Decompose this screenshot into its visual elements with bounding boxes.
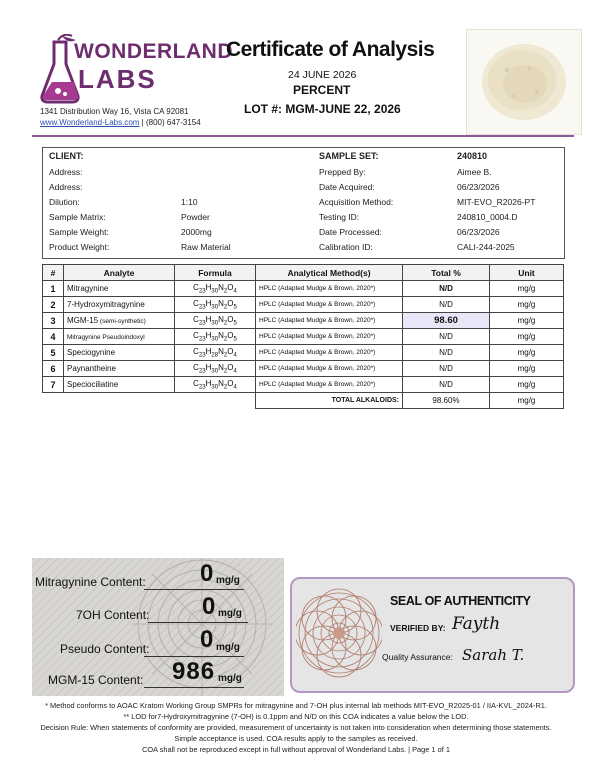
formula-element: H: [205, 378, 212, 388]
formula-count: 2: [223, 336, 228, 343]
col-header-total: Total %: [403, 265, 490, 281]
formula: [175, 313, 256, 329]
mgm15-content-rule: [144, 687, 244, 688]
row-number: 7: [43, 377, 64, 393]
formula-element: O: [227, 282, 234, 292]
analytical-method: HPLC (Adapted Mudge & Brown, 2020*): [256, 345, 403, 361]
dilution-label: Dilution:: [49, 197, 80, 207]
prepped-by-label: Prepped By:: [319, 167, 366, 177]
unit: mg/g: [490, 345, 564, 361]
formula-count: 5: [233, 320, 237, 327]
formula-element: N: [218, 298, 224, 308]
formula-element: O: [227, 298, 234, 308]
footer-acceptance-note: Simple acceptance is used. COA results apply to the samples as received.: [174, 734, 418, 743]
total-percent: N/D: [403, 377, 490, 393]
total-percent: N/D: [403, 361, 490, 377]
formula-count: 2: [223, 304, 228, 311]
analytical-method: HPLC (Adapted Mudge & Brown, 2020*): [256, 361, 403, 377]
total-alkaloids-unit: mg/g: [490, 393, 564, 409]
phone-number: (800) 647-3154: [145, 118, 201, 127]
acquisition-method-value: MIT-EVO_R2026-PT: [457, 197, 536, 207]
formula-element: H: [205, 282, 212, 292]
unit: mg/g: [490, 313, 564, 329]
rosette-seal-icon: [296, 581, 382, 685]
sample-set-value: 240810: [457, 151, 488, 161]
table-header-row: [43, 265, 564, 281]
footer-reproduction-note: COA shall not be reproduced except in full without approval of Wonderland Labs. | Page 1 of 1: [142, 745, 450, 754]
analyte-table-body: [43, 281, 564, 409]
formula: [175, 345, 256, 361]
total-percent: N/D: [403, 281, 490, 297]
client-label: CLIENT:: [49, 151, 84, 161]
logo-wordmark-top: WONDERLAND: [74, 40, 233, 63]
testing-id-value: 240810_0004.D: [457, 212, 518, 222]
mitragynine-content-rule: [144, 589, 244, 590]
row-number: 6: [43, 361, 64, 377]
formula-element: C: [193, 362, 199, 372]
company-contact: [40, 118, 201, 127]
sample-matrix-value: Powder: [181, 212, 210, 222]
mgm15-content-label: MGM-15 Content:: [48, 673, 144, 687]
pseudo-content-unit: mg/g: [216, 642, 240, 653]
sample-weight-value: 2000mg: [181, 227, 212, 237]
lot-number: LOT #: MGM-JUNE 22, 2026: [244, 102, 401, 116]
formula-element: H: [205, 298, 212, 308]
formula-count: 30: [211, 304, 219, 311]
7oh-content-rule: [148, 622, 248, 623]
sample-weight-label: Sample Weight:: [49, 227, 109, 237]
sample-info-box: [42, 147, 565, 259]
calibration-id-value: CALI-244-2025: [457, 242, 515, 252]
formula-element: O: [227, 314, 234, 324]
footer-method-note: * Method conforms to AOAC Kratom Working Group SMPRs for mitragynine and 7-OH plus internal lab methods MIT-EVO_R2025-01 / IIA-KVL_2024-R1.: [45, 701, 547, 710]
prepped-by-value: Aimee B.: [457, 167, 492, 177]
formula-element: C: [193, 378, 199, 388]
formula-element: N: [218, 346, 224, 356]
analyte-name: [64, 377, 175, 393]
col-header-number: #: [43, 265, 64, 281]
formula-element: N: [218, 330, 224, 340]
formula-count: 23: [198, 336, 206, 343]
row-number: 1: [43, 281, 64, 297]
col-header-analyte: Analyte: [64, 265, 175, 281]
total-alkaloids-value: 98.60%: [403, 393, 490, 409]
analyte-name: [64, 345, 175, 361]
formula: [175, 377, 256, 393]
company-address: 1341 Distribution Way 16, Vista CA 92081: [40, 107, 189, 116]
7oh-content-unit: mg/g: [218, 608, 242, 619]
quality-assurance-label: Quality Assurance:: [382, 652, 453, 662]
formula-count: 23: [198, 320, 206, 327]
analyte-name: [64, 361, 175, 377]
analyte-label: MGM-15: [67, 316, 99, 325]
formula-element: H: [205, 362, 212, 372]
analytical-method: HPLC (Adapted Mudge & Brown, 2020*): [256, 377, 403, 393]
unit: mg/g: [490, 329, 564, 345]
table-row: [43, 345, 564, 361]
formula-count: 2: [223, 384, 228, 391]
analytical-method: HPLC (Adapted Mudge & Brown, 2020*): [256, 329, 403, 345]
pseudo-content-value: 0: [200, 626, 214, 653]
unit: mg/g: [490, 361, 564, 377]
table-row: [43, 329, 564, 345]
table-row: [43, 281, 564, 297]
date-processed-label: Date Processed:: [319, 227, 382, 237]
row-number: 5: [43, 345, 64, 361]
report-basis: PERCENT: [293, 83, 351, 97]
formula-count: 2: [223, 320, 228, 327]
report-date: 24 JUNE 2026: [288, 69, 357, 81]
date-processed-value: 06/23/2026: [457, 227, 500, 237]
analyte-name: [64, 297, 175, 313]
formula-count: 23: [198, 352, 206, 359]
verified-by-signature: Fayth: [452, 614, 501, 634]
formula-element: O: [227, 362, 234, 372]
analytical-method: HPLC (Adapted Mudge & Brown, 2020*): [256, 281, 403, 297]
formula-element: N: [218, 378, 224, 388]
testing-id-label: Testing ID:: [319, 212, 360, 222]
table-row: [43, 361, 564, 377]
total-row: [43, 393, 564, 409]
address-label-1: Address:: [49, 167, 83, 177]
quality-assurance-signature: Sarah T.: [462, 646, 525, 664]
formula-count: 28: [211, 352, 219, 359]
formula-element: H: [205, 346, 212, 356]
formula-count: 4: [233, 384, 237, 391]
analytical-method: HPLC (Adapted Mudge & Brown, 2020*): [256, 313, 403, 329]
formula-element: O: [227, 330, 234, 340]
logo-wordmark-bottom: LABS: [78, 64, 157, 94]
unit: mg/g: [490, 281, 564, 297]
date-acquired-label: Date Acquired:: [319, 182, 375, 192]
mgm15-content-unit: mg/g: [218, 673, 242, 684]
formula-element: C: [193, 330, 199, 340]
formula: [175, 361, 256, 377]
col-header-formula: Formula: [175, 265, 256, 281]
formula-count: 5: [233, 336, 237, 343]
row-number: 4: [43, 329, 64, 345]
formula: [175, 281, 256, 297]
analyte-name: [64, 313, 175, 329]
total-percent: N/D: [403, 297, 490, 313]
formula-element: C: [193, 346, 199, 356]
total-percent: N/D: [403, 329, 490, 345]
analyte-label: Speciociliatine: [67, 380, 119, 389]
footer-lod-note: ** LOD for7-Hydroxymitragynine (7-OH) is 0.1ppm and N/D on this COA indicates a value below the LOD.: [123, 712, 469, 721]
pseudo-content-rule: [144, 656, 244, 657]
contact-separator: |: [139, 118, 146, 127]
mitragynine-content-unit: mg/g: [216, 575, 240, 586]
formula-count: 30: [211, 288, 219, 295]
total-percent: N/D: [403, 345, 490, 361]
formula: [175, 297, 256, 313]
formula-element: H: [205, 330, 212, 340]
formula-element: O: [227, 378, 234, 388]
formula-count: 2: [223, 352, 228, 359]
formula-element: C: [193, 282, 199, 292]
analytical-method: HPLC (Adapted Mudge & Brown, 2020*): [256, 297, 403, 313]
unit: mg/g: [490, 377, 564, 393]
formula-element: C: [193, 298, 199, 308]
pseudo-content-label: Pseudo Content:: [60, 642, 150, 656]
mitragynine-content-value: 0: [200, 560, 214, 587]
formula-count: 4: [233, 352, 237, 359]
analyte-note: (semi-synthetic): [98, 318, 146, 325]
formula-count: 30: [211, 368, 219, 375]
formula-count: 5: [233, 304, 237, 311]
unit: mg/g: [490, 297, 564, 313]
date-acquired-value: 06/23/2026: [457, 182, 500, 192]
7oh-content-label: 7OH Content:: [76, 608, 150, 622]
address-label-2: Address:: [49, 182, 83, 192]
row-number: 3: [43, 313, 64, 329]
formula-count: 23: [198, 304, 206, 311]
formula: [175, 329, 256, 345]
analyte-label: Speciogynine: [67, 348, 116, 357]
calibration-id-label: Calibration ID:: [319, 242, 373, 252]
analyte-name: [64, 329, 175, 345]
sample-set-label: SAMPLE SET:: [319, 151, 379, 161]
formula-count: 23: [198, 384, 206, 391]
formula-element: C: [193, 314, 199, 324]
product-weight-value: Raw Material: [181, 242, 231, 252]
formula-count: 30: [211, 384, 219, 391]
7oh-content-value: 0: [202, 593, 216, 620]
product-weight-label: Product Weight:: [49, 242, 110, 252]
analyte-label: 7-Hydroxymitragynine: [67, 300, 145, 309]
formula-count: 2: [223, 368, 228, 375]
content-summary-panel: [32, 558, 284, 696]
formula-element: N: [218, 362, 224, 372]
sample-matrix-label: Sample Matrix:: [49, 212, 106, 222]
formula-element: N: [218, 282, 224, 292]
footer-decision-rule: Decision Rule: When statements of conformity are provided, measurement of uncertainty is not taken into consideration when determining those statements.: [40, 723, 552, 732]
flask-icon: [42, 35, 78, 102]
table-row: [43, 313, 564, 329]
header-divider: [32, 135, 574, 137]
acquisition-method-label: Acquisition Method:: [319, 197, 394, 207]
table-row: [43, 297, 564, 313]
col-header-method: Analytical Method(s): [256, 265, 403, 281]
formula-count: 23: [198, 288, 206, 295]
mgm15-content-value: 986: [172, 658, 216, 685]
total-spacer: [43, 393, 256, 409]
formula-count: 2: [223, 288, 228, 295]
row-number: 2: [43, 297, 64, 313]
formula-count: 23: [198, 368, 206, 375]
seal-title: SEAL OF AUTHENTICITY: [390, 594, 531, 608]
table-row: [43, 377, 564, 393]
verified-by-label: VERIFIED BY:: [390, 623, 446, 633]
document-title: Certificate of Analysis: [226, 38, 435, 61]
formula-element: N: [218, 314, 224, 324]
formula-element: H: [205, 314, 212, 324]
analyte-label: Paynantheine: [67, 364, 116, 373]
formula-element: O: [227, 346, 234, 356]
formula-count: 4: [233, 368, 237, 375]
analyte-name: [64, 281, 175, 297]
analyte-table: [42, 264, 564, 409]
analyte-label: Mitragynine: [67, 284, 109, 293]
analyte-label: Mitragynine Pseudoindoxyl: [67, 334, 145, 341]
total-percent: 98.60: [403, 313, 490, 329]
mitragynine-content-label: Mitragynine Content:: [35, 575, 146, 589]
formula-count: 30: [211, 336, 219, 343]
dilution-value: 1:10: [181, 197, 198, 207]
formula-count: 30: [211, 320, 219, 327]
total-alkaloids-label: TOTAL ALKALOIDS:: [256, 393, 403, 409]
website-link[interactable]: www.Wonderland-Labs.com: [40, 118, 140, 127]
formula-count: 4: [233, 288, 237, 295]
sample-powder-image: [466, 29, 582, 135]
col-header-unit: Unit: [490, 265, 564, 281]
